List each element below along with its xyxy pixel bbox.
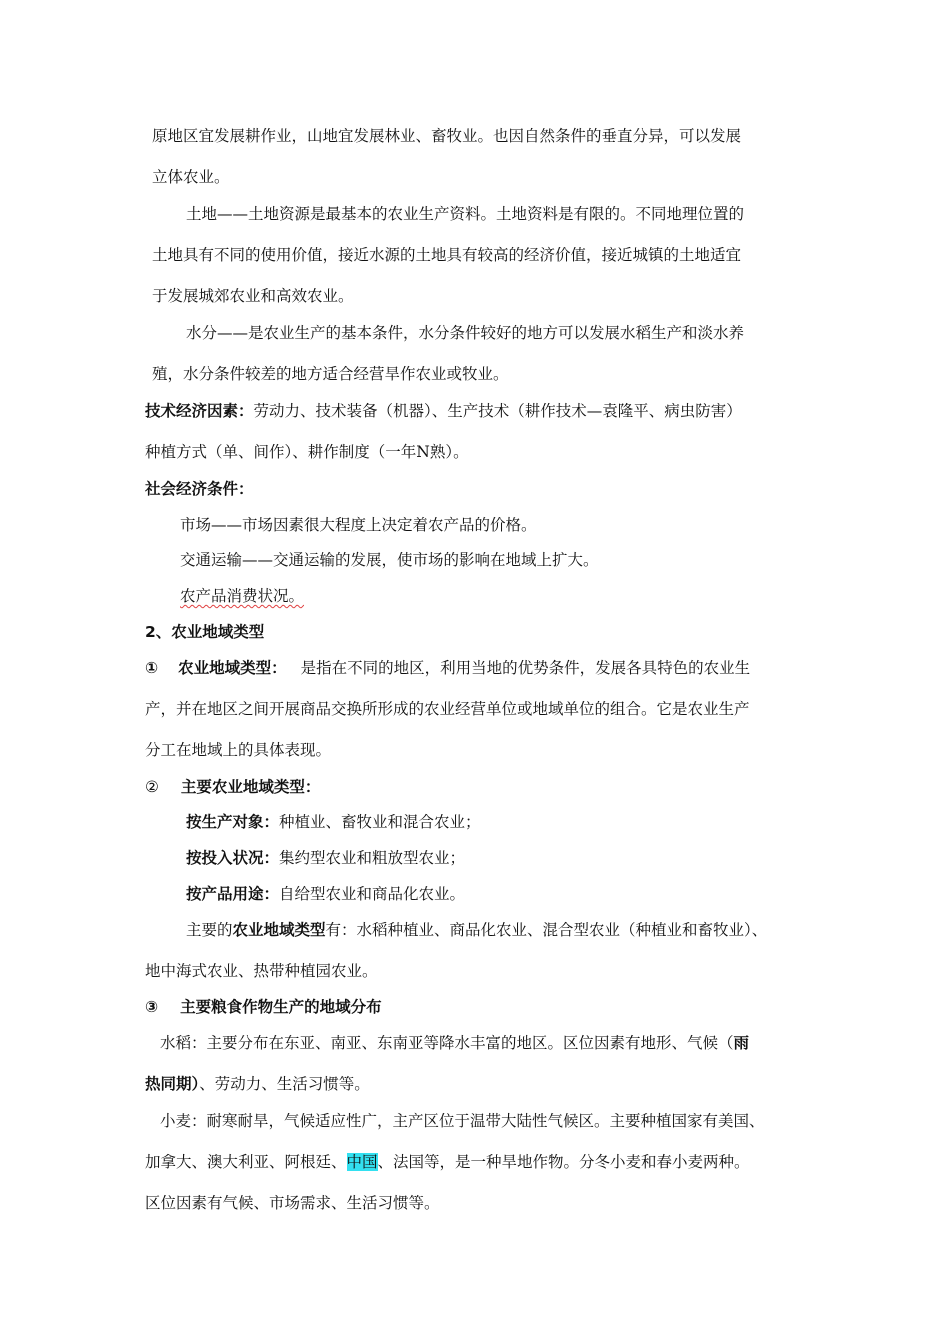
wheat-pre: 加拿大、澳大利亚、阿根廷、 — [145, 1153, 347, 1171]
social-line3 — [180, 586, 304, 606]
item1-label: 农业地域类型： — [178, 659, 287, 677]
item2-line — [145, 777, 320, 797]
item2-label: 主要农业地域类型： — [180, 778, 321, 796]
rice-bold1: 雨 — [733, 1034, 750, 1052]
rice-text1: 水稻：主要分布在东亚、南亚、东南亚等降水丰富的地区。区位因素有地形、气候（ — [160, 1034, 734, 1052]
p1-line2: 立体农业。 — [152, 168, 230, 186]
item2-num: ② — [145, 778, 159, 796]
item3-line — [145, 997, 382, 1017]
tech-text: 劳动力、技术装备（机器）、生产技术（耕作技术—袁隆平、病虫防害） — [253, 402, 742, 420]
item2-row3-text: 自给型农业和商品化农业。 — [279, 885, 466, 903]
item1-line3: 分工在地域上的具体表现。 — [145, 741, 332, 759]
social-line2: 交通运输——交通运输的发展，使市场的影响在地域上扩大。 — [180, 551, 599, 569]
item2-row2-label: 按投入状况： — [186, 849, 280, 867]
wheat-post: 、法国等，是一种旱地作物。分冬小麦和春小麦两种。 — [377, 1153, 750, 1171]
p3-line2: 殖，水分条件较差的地方适合经营旱作农业或牧业。 — [152, 365, 509, 383]
social-line3-text: 农产品消费状况。 — [180, 587, 305, 605]
item1-line2: 产，并在地区之间开展商品交换所形成的农业经营单位或地域单位的组合。它是农业生产 — [145, 700, 750, 718]
rice-line1 — [160, 1033, 749, 1053]
social-line1: 市场——市场因素很大程度上决定着农产品的价格。 — [180, 516, 537, 534]
item2-row1-text: 种植业、畜牧业和混合农业； — [279, 813, 481, 831]
tech-line1 — [145, 401, 742, 421]
tech-line2: 种植方式（单、间作）、耕作制度（一年N熟）。 — [145, 443, 469, 461]
social-label: 社会经济条件： — [145, 480, 254, 498]
p2-line1: 土地——土地资源是最基本的农业生产资料。土地资料是有限的。不同地理位置的 — [186, 205, 745, 223]
wheat-highlight: 中国 — [346, 1153, 378, 1171]
rice-bold2: 热同期） — [145, 1075, 200, 1093]
section2-title: 2、农业地域类型 — [145, 623, 265, 641]
item2-row3-label: 按产品用途： — [186, 885, 280, 903]
item2-row2 — [186, 848, 465, 868]
tech-label: 技术经济因素： — [145, 402, 254, 420]
summary-post: 有：水稻种植业、商品化农业、混合型农业（种植业和畜牧业）、 — [325, 921, 768, 939]
p2-line3: 于发展城郊农业和高效农业。 — [152, 287, 354, 305]
item2-row1-label: 按生产对象： — [186, 813, 280, 831]
item1-text: 是指在不同的地区，利用当地的优势条件，发展各具特色的农业生 — [300, 659, 751, 677]
item1-line1 — [145, 658, 750, 678]
item2-summary-line2: 地中海式农业、热带种植园农业。 — [145, 962, 378, 980]
item3-num: ③ — [145, 998, 159, 1016]
rice-line2 — [145, 1074, 370, 1094]
item2-summary-line1 — [186, 920, 767, 940]
item3-title: 主要粮食作物生产的地域分布 — [180, 998, 382, 1016]
summary-bold: 农业地域类型 — [232, 921, 326, 939]
item2-row3 — [186, 884, 465, 904]
p2-line2: 土地具有不同的使用价值，接近水源的土地具有较高的经济价值，接近城镇的土地适宜 — [152, 246, 742, 264]
wheat-line3: 区位因素有气候、市场需求、生活习惯等。 — [145, 1194, 440, 1212]
item2-row1 — [186, 812, 481, 832]
item1-num: ① — [145, 659, 159, 677]
p1-line1: 原地区宜发展耕作业，山地宜发展林业、畜牧业。也因自然条件的垂直分异，可以发展 — [152, 127, 742, 145]
summary-pre: 主要的 — [186, 921, 233, 939]
wheat-line2 — [145, 1152, 750, 1172]
p3-line1: 水分——是农业生产的基本条件，水分条件较好的地方可以发展水稻生产和淡水养 — [186, 324, 745, 342]
item2-row2-text: 集约型农业和粗放型农业； — [279, 849, 466, 867]
wheat-line1: 小麦：耐寒耐旱，气候适应性广，主产区位于温带大陆性气候区。主要种植国家有美国、 — [160, 1112, 765, 1130]
rice-text2: 、劳动力、生活习惯等。 — [199, 1075, 370, 1093]
